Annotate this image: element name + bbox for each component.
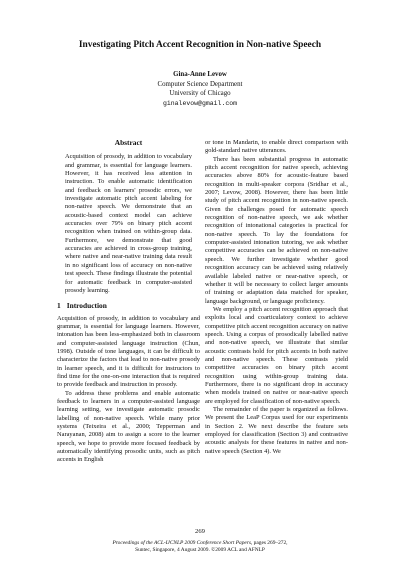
abstract-text: Acquisition of prosody, in addition to vocabulary and grammar, is essential for language learners. However, it has received less attention in instruction. To enable automatic identification and feedback on learners' prosodic errors, we investigate automatic pitch accent labeling for non-native speech. We demonstrate that an acoustic-based context model can achieve accuracies over 79% on binary pitch accent recognition when trained on within-group data. Furthermore, we demonstrate that good accuracies are achieved in cross-group training, where native and near-native training data result in no significant loss of accuracy on non-native test speech. These findings illustrate the potential for automatic feedback in computer-assisted prosody learning. <box>65 153 192 294</box>
author-block <box>0 70 400 108</box>
author-department: Computer Science Department <box>157 80 243 88</box>
section-title: Introduction <box>66 301 107 311</box>
author-email[interactable]: ginalevow@gmail.com <box>162 99 238 107</box>
right-column <box>205 139 348 456</box>
intro-paragraph-3: There has been substantial progress in automatic pitch accent recognition for native speech, achieving accuracies above 80% for acoustic-feature based recognition in multi-speaker corpora (Sridhar et al., 2007; Levow, 2008). However, there has been little study of pitch accent recognition in non-native speech. Given the challenges posed for automatic speech recognition of non-native speech, we ask whether recognition of intonational categories is practical for non-native speech. To lay the foundations for computer-assisted intonation tutoring, we ask whether competitive accuracies can be achieved on non-native speech. We further investigate whether good recognition accuracy can be achieved using relatively available labeled native or near-native speech, or whether it will be necessary to collect larger amounts of training or adaptation data matched for speaker, language background, or language proficiency. <box>205 155 348 305</box>
proceedings-name: Proceedings of the ACL-IJCNLP 2009 Conference Short Papers, <box>112 540 253 546</box>
intro-paragraph-4: We employ a pitch accent recognition approach that exploits local and coarticulatory context to achieve competitive pitch accent recognition accuracy on native speech. Using a corpus of prosodically labelled native and non-native speech, we illustrate that similar acoustic contrasts hold for pitch accents in both native and non-native speech. These contrasts yield competitive accuracies on binary pitch accent recognition using within-group training data. Furthermore, there is no significant drop in accuracy when models trained on native or near-native speech are employed for classification of non-native speech. <box>205 305 348 405</box>
section-heading-introduction <box>57 302 200 310</box>
proceedings-line <box>0 540 400 547</box>
author-university: University of Chicago <box>169 90 231 98</box>
proceedings-location: Suntec, Singapore, 4 August 2009. ©2009 ACL and AFNLP <box>135 547 265 553</box>
paper-title: Investigating Pitch Accent Recognition in Non-native Speech <box>78 40 322 50</box>
page-number: 269 <box>195 528 205 535</box>
section-number: 1 <box>57 301 61 311</box>
author-name: Gina-Anne Levow <box>173 71 227 78</box>
intro-paragraph-5: The remainder of the paper is organized as follows. We present the LeaP Corpus used for our experiments in Section 2. We next describe the feature sets employed for classification (Section 3) and contrastive acoustic analysis for these features in native and non-native speech (Section 4). We <box>205 406 348 455</box>
intro-paragraph-2-continued: or tone in Mandarin, to enable direct comparison with gold-standard native utterances. <box>205 139 348 155</box>
proceedings-pages: pages 269–272, <box>252 540 288 546</box>
left-column <box>57 139 200 465</box>
intro-paragraph-2: To address these problems and enable automatic feedback to learners in a computer-assisted language learning setting, we investigate automatic prosodic labelling of non-native speech. While many prior systems (Teixeira et al., 2000; Tepperman and Narayanan, 2008) aim to assign a score to the learner speech, we hope to provide more focused feedback by automatically identifying prosodic units, such as pitch accents in English <box>57 389 200 464</box>
proceedings-footer <box>0 540 400 554</box>
abstract-heading: Abstract <box>114 138 143 147</box>
intro-paragraph-1: Acquisition of prosody, in addition to vocabulary and grammar, is essential for language learners. However, intonation has been less-emphasized both in classroom and computer-assisted language instruction (Chun, 1998). Outside of tone languages, it can be difficult to characterize the factors that lead to non-native prosody in learner speech, and it is difficult for instructors to find time for the one-on-one interaction that is required to provide feedback and instruction in prosody. <box>57 314 200 389</box>
